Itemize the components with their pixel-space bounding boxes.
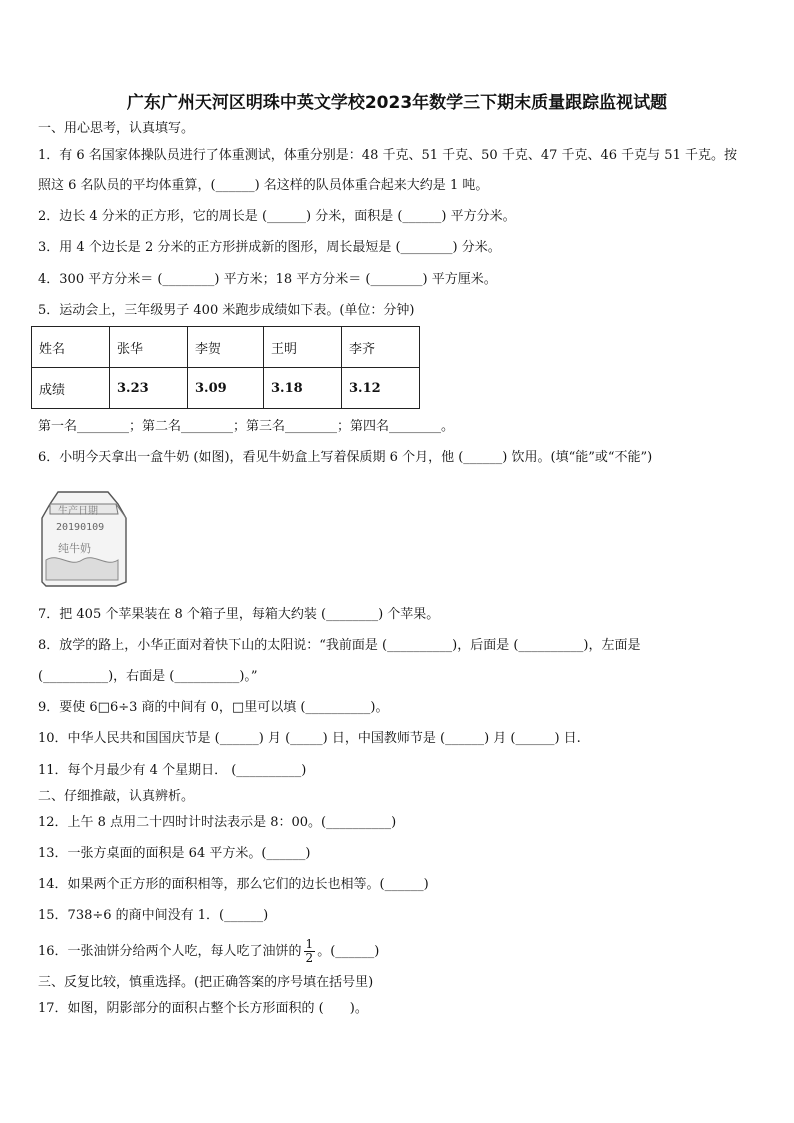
milk-production-label: 生产日期 xyxy=(58,506,98,517)
question-4: 4．300 平方分米＝ (________) 平方米；18 平方分米＝ (________) 平方厘米。 xyxy=(38,272,497,287)
table-cell: 3.18 xyxy=(264,368,342,409)
table-cell: 成绩 xyxy=(32,368,110,409)
question-14: 14．如果两个正方形的面积相等，那么它们的边长也相等。(______) xyxy=(38,877,429,892)
question-2: 2．边长 4 分米的正方形，它的周长是 (______) 分米，面积是 (______) 平方分米。 xyxy=(38,209,516,224)
table-cell: 姓名 xyxy=(32,327,110,368)
section-2-heading: 二、仔细推敲，认真辨析。 xyxy=(38,789,195,804)
question-8-line-1: 8．放学的路上，小华正面对着快下山的太阳说：“我前面是 (__________)，后面是 (__________)，左面是 xyxy=(38,638,641,653)
question-16 xyxy=(38,938,379,965)
question-16-text: 16．一张油饼分给两个人吃，每人吃了油饼的 xyxy=(38,944,302,959)
score-table xyxy=(31,326,420,409)
question-17: 17．如图，阴影部分的面积占整个长方形面积的 ( )。 xyxy=(38,1001,368,1016)
question-1-line-2: 照这 6 名队员的平均体重算，(______) 名这样的队员体重合起来大约是 1 吨。 xyxy=(38,178,489,193)
question-9: 9．要使 6□6÷3 商的中间有 0，□里可以填 (__________)。 xyxy=(38,700,389,715)
question-15: 15．738÷6 的商中间没有 1．(______) xyxy=(38,908,269,923)
question-7: 7．把 405 个苹果装在 8 个箱子里，每箱大约装 (________) 个苹果。 xyxy=(38,607,440,622)
question-5-answers: 第一名________；第二名________；第三名________；第四名________。 xyxy=(38,419,455,434)
table-cell: 王明 xyxy=(264,327,342,368)
section-3-heading: 三、反复比较，慎重选择。(把正确答案的序号填在括号里) xyxy=(38,975,374,990)
fraction-denominator: 2 xyxy=(305,951,314,965)
question-6: 6．小明今天拿出一盒牛奶 (如图)，看见牛奶盒上写着保质期 6 个月，他 (______) 饮用。(填“能”或“不能”) xyxy=(38,450,653,465)
question-10: 10．中华人民共和国国庆节是 (______) 月 (_____) 日，中国教师节是 (______) 月 (______) 日. xyxy=(38,731,581,746)
table-cell: 3.12 xyxy=(342,368,420,409)
milk-carton-image xyxy=(38,490,130,588)
table-cell: 3.09 xyxy=(188,368,264,409)
milk-product-name: 纯牛奶 xyxy=(58,542,91,555)
table-cell: 3.23 xyxy=(110,368,188,409)
question-3: 3．用 4 个边长是 2 分米的正方形拼成新的图形，周长最短是 (________) 分米。 xyxy=(38,240,501,255)
question-13: 13．一张方桌面的面积是 64 平方米。(______) xyxy=(38,846,311,861)
question-11: 11．每个月最少有 4 个星期日． (__________) xyxy=(38,763,307,778)
table-cell: 李贺 xyxy=(188,327,264,368)
question-8-line-2: (__________)，右面是 (__________)。” xyxy=(38,669,258,684)
question-16-answer: 。(______) xyxy=(317,944,380,959)
table-cell: 张华 xyxy=(110,327,188,368)
question-12: 12．上午 8 点用二十四时计时法表示是 8：00。(__________) xyxy=(38,815,397,830)
fraction-one-half xyxy=(304,938,316,965)
table-row xyxy=(32,327,420,368)
milk-production-date: 20190109 xyxy=(56,522,105,533)
table-cell: 李齐 xyxy=(342,327,420,368)
question-5: 5．运动会上，三年级男子 400 米跑步成绩如下表。(单位：分钟) xyxy=(38,303,415,318)
page-title: 广东广州天河区明珠中英文学校2023年数学三下期末质量跟踪监视试题 xyxy=(126,93,668,113)
table-row xyxy=(32,368,420,409)
section-1-heading: 一、用心思考，认真填写。 xyxy=(38,121,195,136)
question-1-line-1: 1．有 6 名国家体操队员进行了体重测试，体重分别是：48 千克、51 千克、50 千克、47 千克、46 千克与 51 千克。按 xyxy=(38,148,737,163)
fraction-numerator: 1 xyxy=(305,937,314,951)
